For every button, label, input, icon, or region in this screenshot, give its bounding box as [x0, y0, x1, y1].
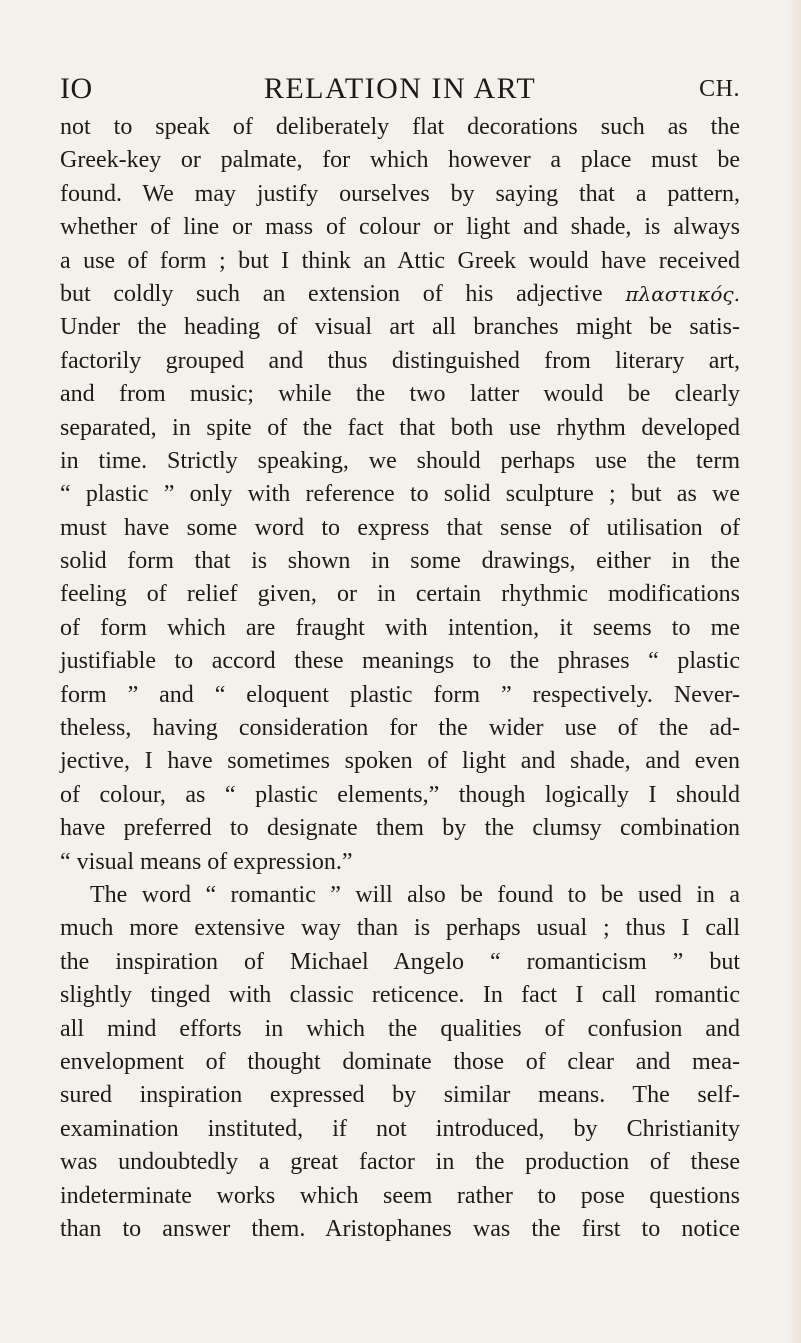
- text-line: found. We may justify ourselves by saying that a pattern,: [60, 180, 740, 207]
- text-line: much more extensive way than is perhaps usual ; thus I call: [60, 915, 740, 942]
- text-line: slightly tinged with classic reticence. In fact I call romantic: [60, 982, 740, 1009]
- text-line: of form which are fraught with intention, it seems to me: [60, 614, 740, 641]
- page-number: IO: [60, 72, 93, 105]
- text-line: envelopment of thought dominate those of clear and mea-: [60, 1048, 740, 1075]
- text-line: solid form that is shown in some drawings, either in the: [60, 548, 740, 575]
- text-line: factorily grouped and thus distinguished from literary art,: [60, 347, 740, 374]
- text-segment: but coldly such an extension of his adjective: [60, 280, 603, 307]
- page-edge-shadow: [787, 0, 801, 1343]
- paragraph-1: [60, 111, 740, 879]
- text-line: “ visual means of expression.”: [60, 848, 353, 875]
- chapter-mark: CH.: [699, 76, 740, 102]
- text-line: justifiable to accord these meanings to the phrases “ plastic: [60, 648, 740, 675]
- text-line: theless, having consideration for the wider use of the ad-: [60, 715, 740, 742]
- text-line: “ plastic ” only with reference to solid sculpture ; but as we: [60, 481, 740, 508]
- text-line: a use of form ; but I think an Attic Greek would have received: [60, 247, 740, 274]
- text-line: indeterminate works which seem rather to pose questions: [60, 1182, 740, 1209]
- text-line: separated, in spite of the fact that both use rhythm developed: [60, 414, 740, 441]
- greek-word: πλαστικός.: [625, 281, 740, 306]
- paragraph-2: [60, 879, 740, 1246]
- text-line: jective, I have sometimes spoken of light and shade, and even: [60, 748, 740, 775]
- text-line: must have some word to express that sense of utilisation of: [60, 514, 740, 541]
- text-line: all mind efforts in which the qualities of confusion and: [60, 1015, 740, 1042]
- text-line: the inspiration of Michael Angelo “ romanticism ” but: [60, 948, 740, 975]
- text-line: and from music; while the two latter would be clearly: [60, 381, 740, 408]
- running-title: RELATION IN ART: [263, 72, 537, 105]
- text-line: than to answer them. Aristophanes was the first to notice: [60, 1215, 740, 1242]
- text-line: whether of line or mass of colour or light and shade, is always: [60, 214, 740, 241]
- text-line: of colour, as “ plastic elements,” though logically I should: [60, 781, 740, 808]
- text-line: examination instituted, if not introduced, by Christianity: [60, 1115, 740, 1142]
- text-line: in time. Strictly speaking, we should perhaps use the term: [60, 447, 740, 474]
- body-text: [60, 111, 740, 1246]
- text-line: feeling of relief given, or in certain rhythmic modifications: [60, 581, 740, 608]
- text-line-with-greek: [60, 278, 740, 311]
- text-line: The word “ romantic ” will also be found to be used in a: [90, 881, 740, 908]
- text-line: Greek-key or palmate, for which however a place must be: [60, 147, 740, 174]
- text-line: have preferred to designate them by the clumsy combination: [60, 815, 740, 842]
- text-line: Under the heading of visual art all branches might be satis-: [60, 314, 740, 341]
- page-header: [60, 72, 740, 106]
- text-line: was undoubtedly a great factor in the production of these: [60, 1149, 740, 1176]
- text-line: form ” and “ eloquent plastic form ” respectively. Never-: [60, 681, 740, 708]
- text-line: not to speak of deliberately flat decorations such as the: [60, 114, 740, 140]
- text-line: sured inspiration expressed by similar means. The self-: [60, 1082, 740, 1109]
